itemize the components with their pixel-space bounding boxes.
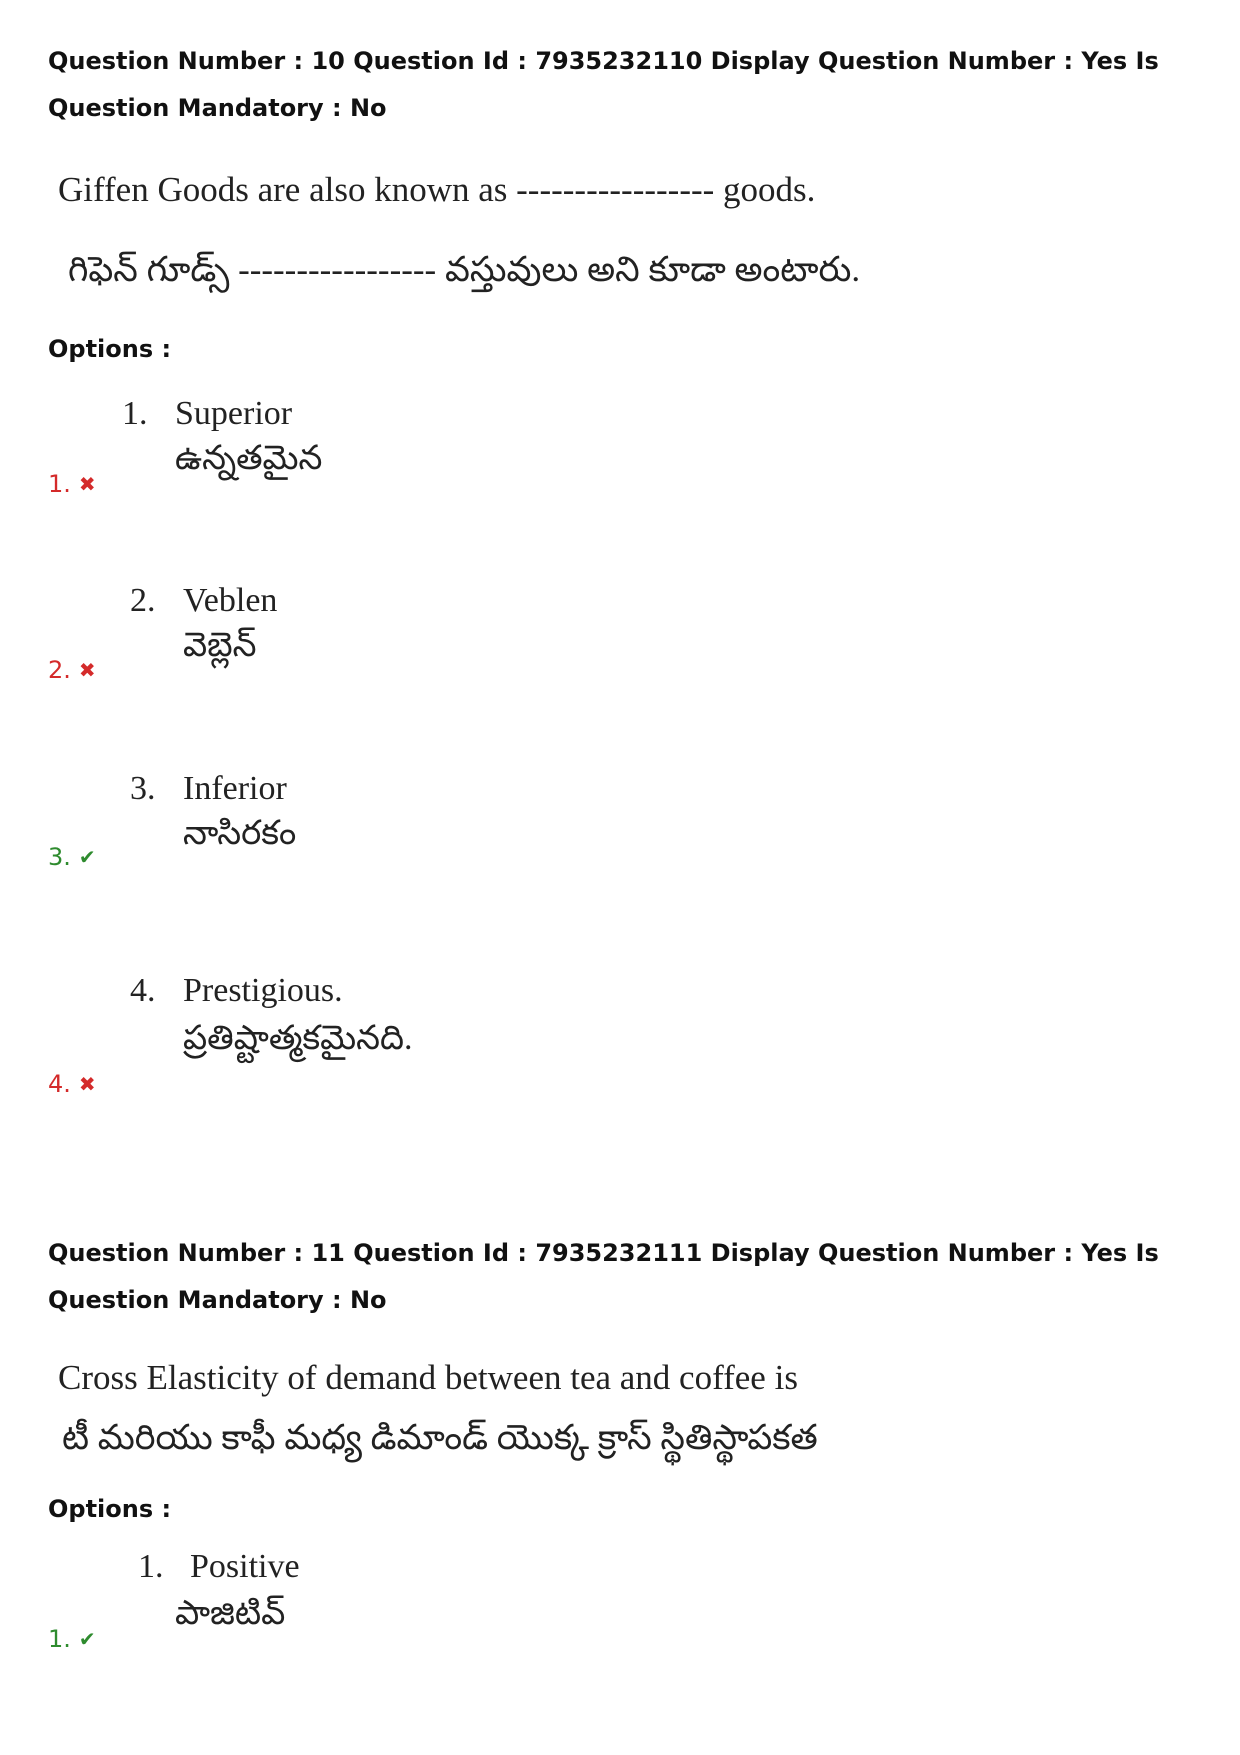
option-text-telugu: పాజిటివ్ [175, 1595, 286, 1632]
option-marker [48, 1625, 96, 1653]
cross-icon: ✖ [78, 472, 96, 496]
option-number: 1. [122, 395, 148, 432]
option-marker-label: 3. [48, 843, 71, 871]
options-label: Options : [48, 335, 172, 363]
question-text-english: Giffen Goods are also known as ----------------- goods. [58, 170, 816, 209]
options-label: Options : [48, 1495, 172, 1523]
check-icon: ✔ [78, 845, 96, 869]
option-marker [48, 843, 96, 871]
question-text-telugu: టీ మరియు కాఫీ మధ్య డిమాండ్ యొక్క క్రాస్ స్థితిస్థాపకత [62, 1418, 818, 1457]
option-number: 3. [130, 770, 156, 807]
option-marker-label: 1. [48, 1625, 71, 1653]
option-marker [48, 656, 96, 684]
option-number: 2. [130, 582, 156, 619]
option-text-english: Veblen [183, 582, 278, 619]
check-icon: ✔ [78, 1627, 96, 1651]
cross-icon: ✖ [78, 658, 96, 682]
option-text-english: Superior [175, 395, 293, 432]
option-text-english: Positive [190, 1548, 300, 1585]
option-marker-label: 4. [48, 1070, 71, 1098]
option-number: 1. [138, 1548, 164, 1585]
question-header: Question Number : 11 Question Id : 7935232111 Display Question Number : Yes Is Question Mandatory : No [48, 1239, 1159, 1314]
option-text-telugu: వెబ్లెన్ [183, 627, 257, 664]
question-text-telugu: గిఫెన్ గూడ్స్ ----------------- వస్తువులు అని కూడా అంటారు. [68, 250, 861, 289]
option-marker-label: 1. [48, 470, 71, 498]
option-marker [48, 470, 96, 498]
question-header: Question Number : 10 Question Id : 7935232110 Display Question Number : Yes Is Question Mandatory : No [48, 47, 1159, 122]
option-text-telugu: నాసిరకం [183, 815, 297, 852]
option-text-telugu: ఉన్నతమైన [175, 440, 323, 477]
option-text-telugu: ప్రతిష్టాత్మకమైనది. [183, 1020, 413, 1057]
question-text-english: Cross Elasticity of demand between tea and coffee is [58, 1358, 798, 1397]
option-text-english: Prestigious. [183, 972, 343, 1009]
option-marker-label: 2. [48, 656, 71, 684]
cross-icon: ✖ [78, 1072, 96, 1096]
option-text-english: Inferior [183, 770, 287, 807]
option-marker [48, 1070, 96, 1098]
option-number: 4. [130, 972, 156, 1009]
